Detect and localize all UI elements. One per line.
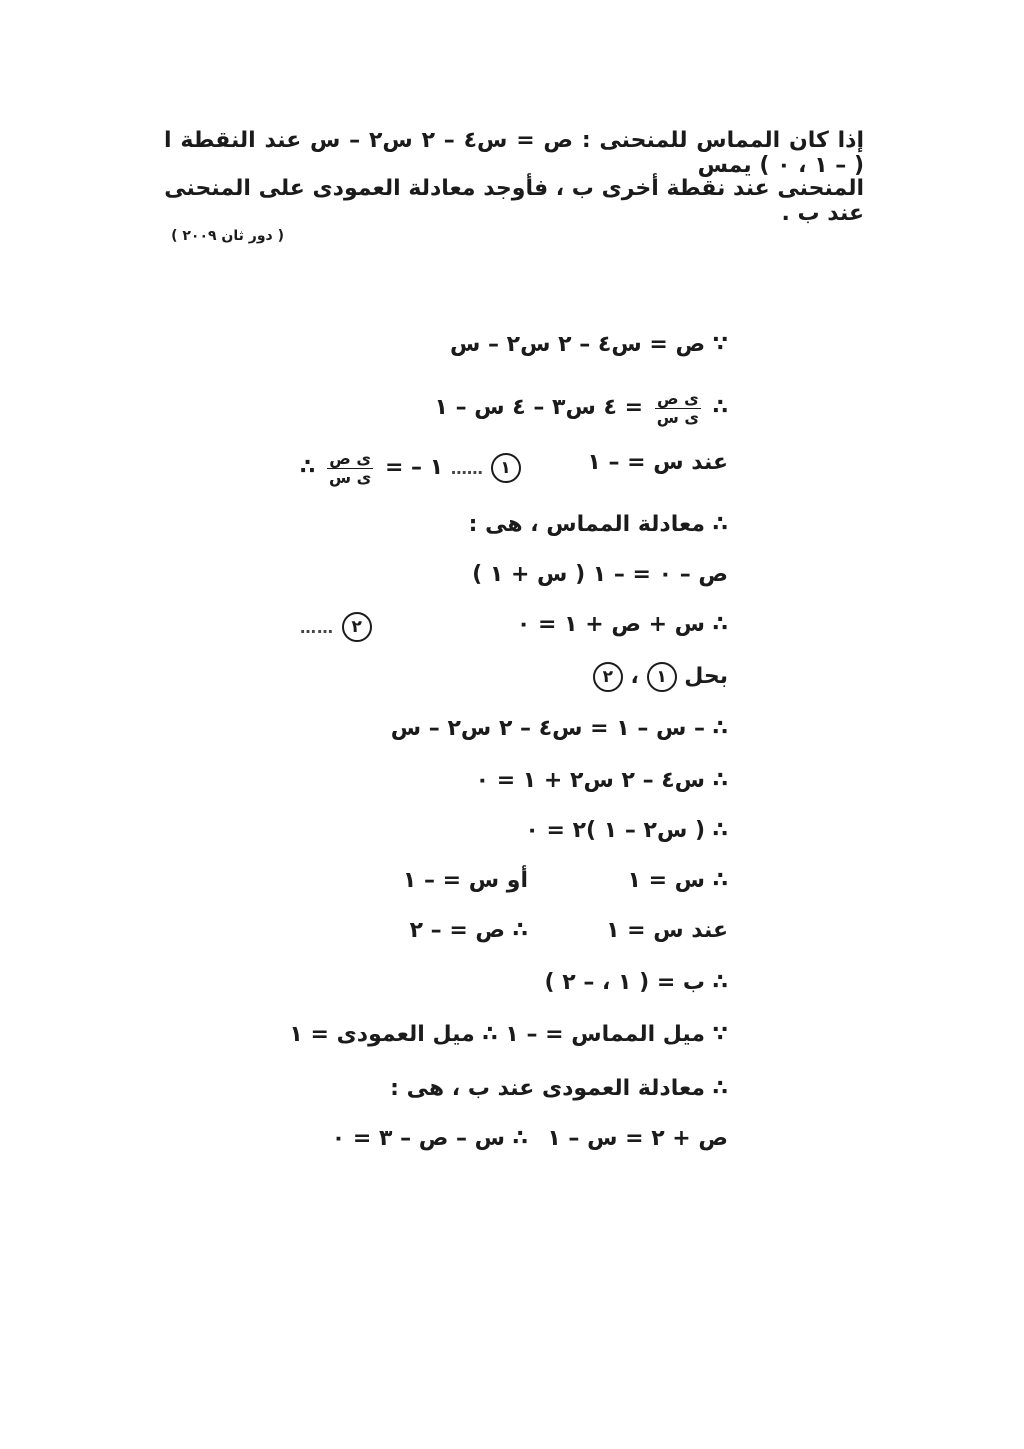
derivative-fraction [655,390,701,426]
step-1: ∵ ص = س٤ – ٢ س٢ – س [449,332,728,357]
step-14: ∵ ميل المماس = – ١ ∴ ميل العمودى = ١ [289,1022,728,1047]
equation-tag-2: ٢ [342,612,372,642]
derivative-fraction [327,450,373,486]
step-13: ∴ ب = ( ١ ، – ٢ ) [544,970,728,995]
fraction-denominator: ى س [656,407,700,427]
step-6: ∴ س + ص + ١ = ٠ [516,612,728,637]
leader-dots: …… [450,459,483,479]
step-11-right: ∴ س = ١ [627,868,728,893]
step-7 [593,662,728,702]
derivative-rhs: = ٤ س٣ – ٤ س – ١ [434,395,644,421]
step-9: ∴ س٤ – ٢ س٢ + ١ = ٠ [475,768,728,793]
equation-ref-2: ٢ [593,662,623,692]
step-5: ص – ٠ = – ١ ( س + ١ ) [472,562,728,587]
separator: ، [630,664,639,689]
exam-source: ( دور ثان ٢٠٠٩ ) [171,228,284,244]
solve-label: بحل [684,664,728,689]
step-15: ∴ معادلة العمودى عند ب ، هى : [390,1076,728,1101]
leader-dots: …… [300,618,334,637]
fraction-numerator: ى ص [655,390,701,409]
step-10: ∴ ( س٢ – ١ )٢ = ٠ [525,818,728,843]
step-6-tag [300,612,372,652]
problem-line-1: إذا كان المماس للمنحنى : ص = س٤ – ٢ س٢ – س عند النقطة ا ( – ١ ، ٠ ) يمس [164,128,864,178]
step-8: ∴ – س – ١ = س٤ – ٢ س٢ – س [390,716,728,741]
step-3-right: عند س = – ١ [587,450,728,475]
step-11-left: أو س = – ١ [402,868,528,893]
step-12-right: عند س = ١ [606,918,728,943]
step-12-left: ∴ ص = – ٢ [409,918,528,943]
fraction-numerator: ى ص [327,450,373,469]
step-2 [434,390,728,430]
fraction-denominator: ى س [328,467,372,487]
step-4: ∴ معادلة المماس ، هى : [468,512,728,537]
step-16-right: ص + ٢ = س – ١ [547,1126,728,1151]
step-3-left [300,450,521,490]
equation-ref-1: ١ [647,662,677,692]
slope-value: = – ١ [384,455,444,481]
therefore-symbol: ∴ [300,455,316,481]
therefore-symbol: ∴ [712,395,728,421]
problem-line-2: المنحنى عند نقطة أخرى ب ، فأوجد معادلة العمودى على المنحنى عند ب . [164,176,864,226]
equation-tag-1: ١ [491,453,521,483]
step-16-left: ∴ س – ص – ٣ = ٠ [331,1126,528,1151]
